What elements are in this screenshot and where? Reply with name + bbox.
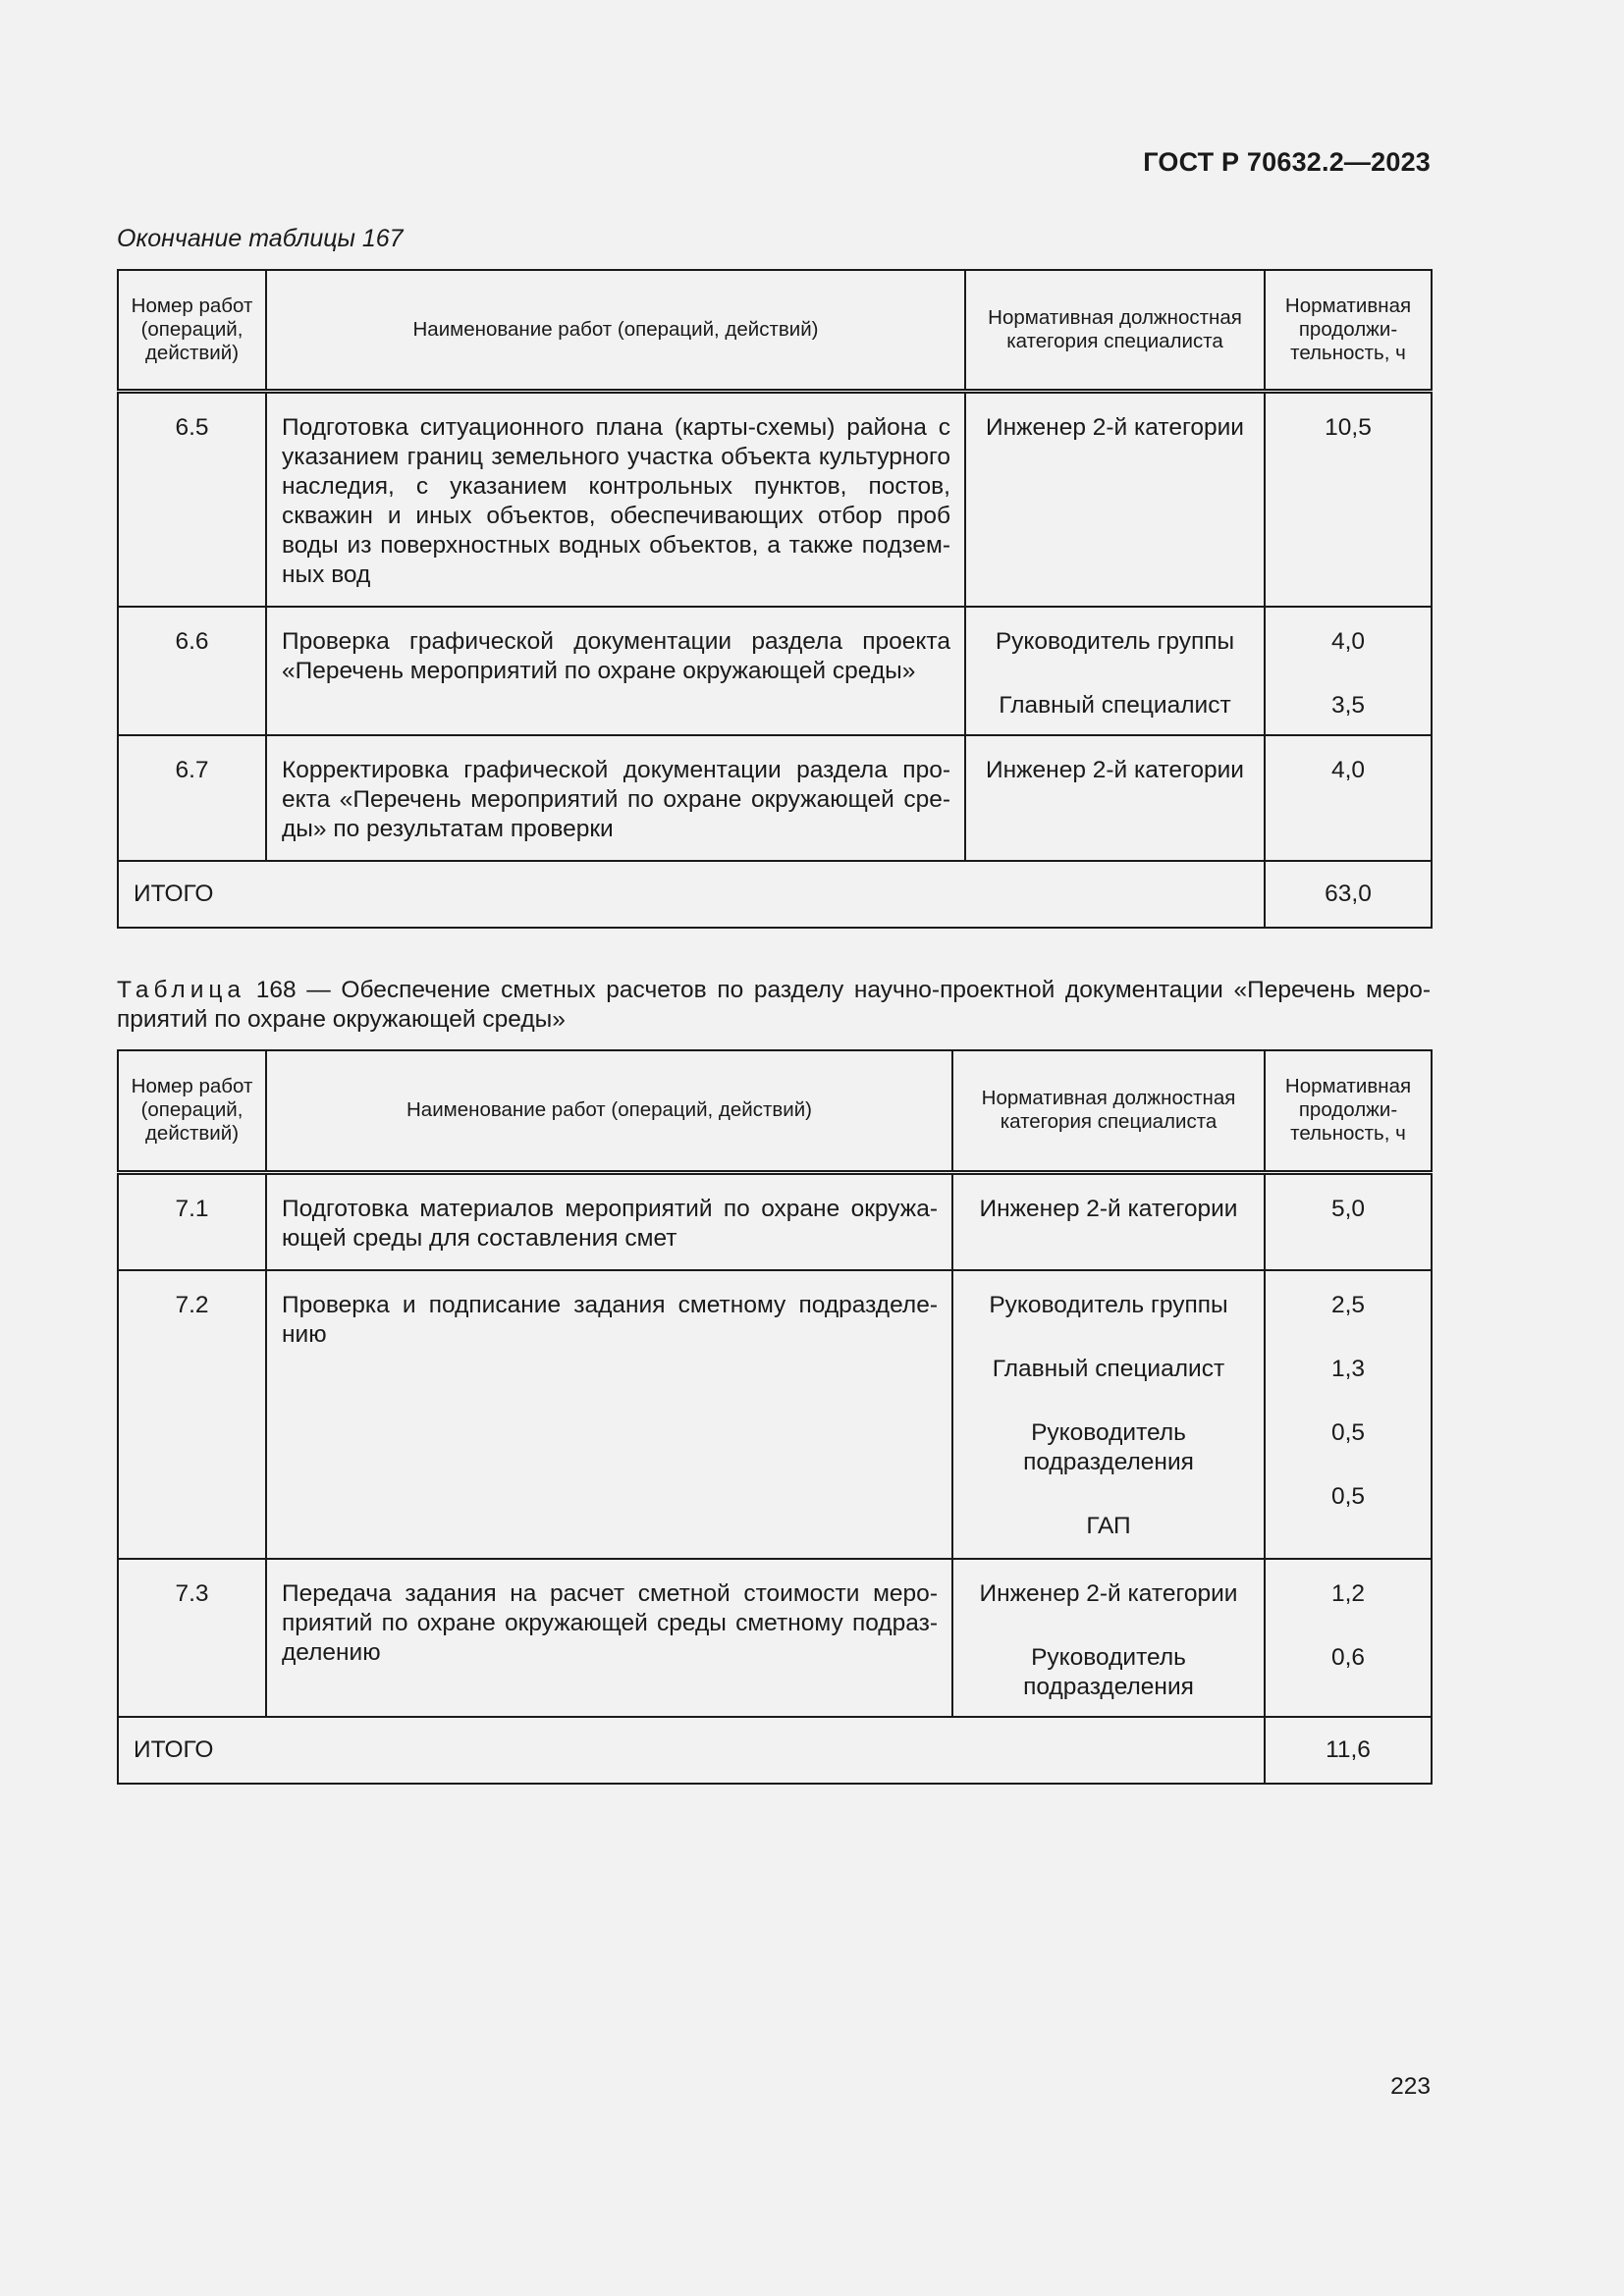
work-number: 7.1 [118, 1172, 266, 1270]
total-label: ИТОГО [118, 861, 1265, 928]
page-number: 223 [1390, 2073, 1431, 2100]
work-name: Подготовка ситуационного плана (карты-схемы) района с указанием границ земельного участка объекта культурного наследия, с указанием контрольных пунктов, постов, скважин и иных объектов, обеспечивающих отбор проб воды из поверхностных водных объектов, а также подземных вод [266, 391, 965, 607]
specialist-category: Инженер 2-й категории [952, 1172, 1265, 1270]
work-name: Проверка графической документации раздела проекта «Перечень мероприятий по охране окружающей среды» [266, 607, 965, 735]
table-row [118, 1172, 1432, 1270]
duration: 4,0 [1265, 735, 1432, 861]
work-number: 6.7 [118, 735, 266, 861]
total-row [118, 861, 1432, 928]
column-header-duration: Нормативная продолжи-тельность, ч [1265, 1050, 1432, 1172]
table-167-continuation-caption: Окончание таблицы 167 [117, 225, 404, 252]
work-name: Корректировка графической документации раздела проекта «Перечень мероприятий по охране окружающей среды» по результатам проверки [266, 735, 965, 861]
table-row [118, 1270, 1432, 1559]
table-header-row [118, 1050, 1432, 1172]
duration: 10,5 [1265, 391, 1432, 607]
specialist-category: Инженер 2-й категории [965, 735, 1265, 861]
specialist-category: Инженер 2-й категории Руководитель подразделения [952, 1559, 1265, 1717]
total-value: 63,0 [1265, 861, 1432, 928]
column-header-number: Номер работ (операций, действий) [118, 270, 266, 391]
work-number: 7.2 [118, 1270, 266, 1559]
table-168 [117, 1049, 1433, 1785]
specialist-category: Руководитель группы Главный специалист Руководитель подразделения ГАП [952, 1270, 1265, 1559]
column-header-number: Номер работ (операций, действий) [118, 1050, 266, 1172]
total-label: ИТОГО [118, 1717, 1265, 1784]
table-label: Таблица [117, 977, 246, 1003]
total-row [118, 1717, 1432, 1784]
work-number: 6.6 [118, 607, 266, 735]
work-name: Подготовка материалов мероприятий по охране окружающей среды для составления смет [266, 1172, 952, 1270]
column-header-name: Наименование работ (операций, действий) [266, 270, 965, 391]
duration: 1,2 0,6 [1265, 1559, 1432, 1717]
table-header-row [118, 270, 1432, 391]
table-row [118, 607, 1432, 735]
specialist-category: Инженер 2-й категории [965, 391, 1265, 607]
table-row [118, 735, 1432, 861]
work-name: Передача задания на расчет сметной стоимости мероприятий по охране окружающей среды сметному подразделению [266, 1559, 952, 1717]
duration: 4,0 3,5 [1265, 607, 1432, 735]
table-row [118, 1559, 1432, 1717]
column-header-duration: Нормативная продолжи-тельность, ч [1265, 270, 1432, 391]
work-number: 7.3 [118, 1559, 266, 1717]
duration: 5,0 [1265, 1172, 1432, 1270]
work-name: Проверка и подписание задания сметному подразделению [266, 1270, 952, 1559]
table-168-caption [117, 976, 1431, 1035]
document-code: ГОСТ Р 70632.2—2023 [1143, 147, 1431, 177]
table-title: 168 — Обеспечение сметных расчетов по разделу научно-проектной документации «Перечень мероприятий по охране окружающей среды» [117, 977, 1431, 1033]
table-167 [117, 269, 1433, 929]
column-header-name: Наименование работ (операций, действий) [266, 1050, 952, 1172]
column-header-category: Нормативная должностная категория специалиста [965, 270, 1265, 391]
duration: 2,5 1,3 0,5 0,5 [1265, 1270, 1432, 1559]
table-row [118, 391, 1432, 607]
column-header-category: Нормативная должностная категория специалиста [952, 1050, 1265, 1172]
total-value: 11,6 [1265, 1717, 1432, 1784]
specialist-category: Руководитель группы Главный специалист [965, 607, 1265, 735]
work-number: 6.5 [118, 391, 266, 607]
